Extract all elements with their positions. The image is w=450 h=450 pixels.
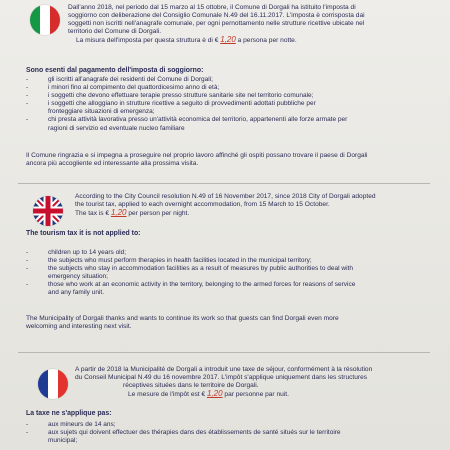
english-intro: According to the City Council resolution N.49 of 16 November 2017, since 2018 City of Dorgali adopted the tourist tax, applied to each overnight accommodation, from 15 March to 15 October. The tax is € 1,20 per person per night.	[75, 193, 376, 218]
list-item: ragioni di servizio ed eventuale nucleo familiare	[48, 124, 185, 132]
section-divider	[18, 183, 430, 184]
italy-flag-icon	[30, 5, 60, 35]
uk-flag-icon	[33, 196, 63, 226]
france-flag-icon	[38, 369, 68, 399]
list-item: fronteggiare situazioni di emergenza;	[48, 108, 155, 116]
list-item: - aux sujets qui doivent effectuer des thérapies dans des établissements de santé situés sur le territoire	[26, 429, 341, 437]
list-item: and any family unit.	[48, 289, 105, 297]
italian-tax-amount: 1,20	[220, 35, 236, 45]
list-item: - children up to 14 years old;	[26, 249, 127, 256]
english-exempt-list	[26, 249, 355, 298]
list-item: - i soggetti che alloggiano in strutture ricettive a seguito di provvedimenti adottati pubbliche per	[26, 100, 316, 108]
italian-intro: Dall'anno 2018, nel periodo dal 15 marzo al 15 ottobre, il Comune di Dorgali ha istituito l'imposta di soggiorno con deliberazione del Consiglio Comunale N.49 del 16.11.2017. L'imposta è corrisposta dai soggetti non iscritti nell'anagrafe comunale, per ogni pernottamento nelle strutture ricettive ubicate nel territorio del Comune di Dorgali. La misura dell'imposta per questa struttura è di € 1,20 a persona per notte.	[68, 4, 365, 45]
english-closing: The Municipality of Dorgali thanks and wants to continue its work so that guests can find Dorgali even more welcoming and interesting next visit.	[26, 315, 339, 331]
english-exempt-heading: The tourism tax it is not applied to:	[26, 230, 141, 237]
list-item: emergency situation;	[48, 273, 108, 281]
list-item: - chi presta attività lavorativa presso un'attività economica del territorio, appartenenti alle forze armate per	[26, 116, 348, 124]
list-item: municipal;	[48, 437, 78, 445]
french-intro: A partir de 2018 la Municipalité de Dorgali a introduit une taxe de séjour, conformément à la résolution du Conseil Municipal N.49 du 16 novembre 2017. L'impôt s'applique uniquement dans les structures réceptives situées dans le territoire de Dorgali. Le mesure de l'impôt est € 1,20 par personne par nuit.	[75, 366, 373, 399]
italian-exempt-heading: Sono esenti dal pagamento dell'imposta di soggiorno:	[26, 67, 204, 74]
english-tax-amount: 1,20	[110, 208, 127, 218]
french-tax-amount: 1,20	[206, 389, 223, 399]
italian-exempt-list	[26, 76, 347, 133]
list-item: - aux mineurs de 14 ans;	[26, 421, 116, 428]
list-item: - the subjects who stay in accommodation facilities as a result of measures by public authorities to deal with	[26, 265, 353, 273]
french-exempt-list	[26, 421, 341, 445]
list-item: - gli iscritti all'anagrafe dei residenti del Comune di Dorgali;	[26, 76, 213, 83]
list-item: - i soggetti che devono effettuare terapie presso strutture sanitarie site nel territorio comunale;	[26, 92, 314, 100]
italian-closing: Il Comune ringrazia e si impegna a proseguire nel proprio lavoro affinché gli ospiti possano trovare il paese di Dorgali ancora più accogliente ed interessante alla prossima visita.	[26, 152, 368, 168]
section-divider	[18, 352, 430, 353]
list-item: - i minori fino al compimento del quattordicesimo anno di età;	[26, 84, 220, 92]
french-exempt-heading: La taxe ne s'applique pas:	[26, 410, 112, 417]
list-item: - those who work at an economic activity in the territory, belonging to the armed forces for reasons of service	[26, 281, 356, 289]
list-item: - the subjects who must perform therapies in health facilities located in the municipal territory;	[26, 257, 312, 265]
